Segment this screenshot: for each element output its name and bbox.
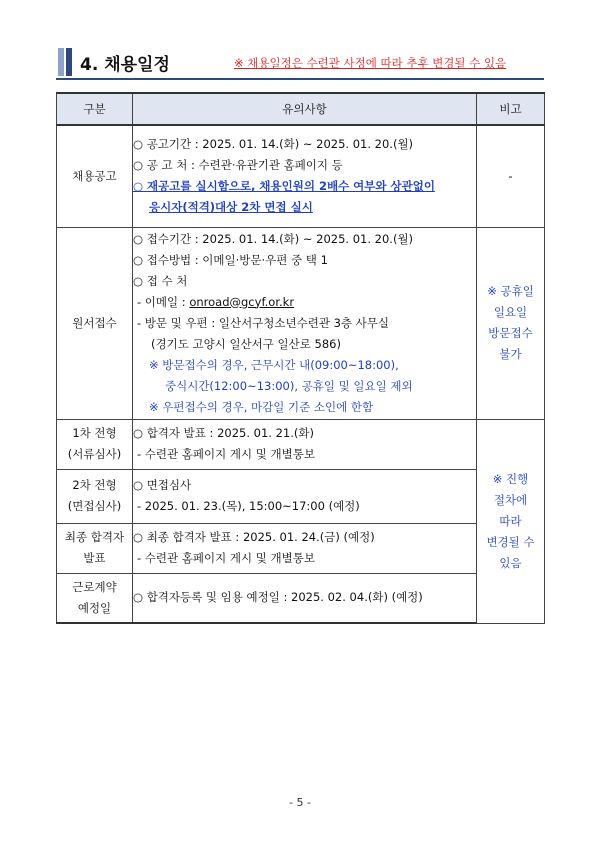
section-title: 4. 채용일정 xyxy=(80,55,170,75)
row-notes xyxy=(133,573,477,623)
note-line: ○ 접 수 처 xyxy=(133,273,188,288)
note-line: ○ 최종 합격자 발표 : 2025. 01. 24.(금) (예정) xyxy=(133,530,375,544)
row-notes xyxy=(133,227,477,419)
remark-line: 있음 xyxy=(499,555,522,570)
note-line: - 수련관 홈페이지 게시 및 개별통보 xyxy=(137,551,315,565)
row-category xyxy=(57,125,133,227)
note-line: - 방문 및 우편 : 일산서구청소년수련관 3층 사무실 xyxy=(137,315,389,330)
category-line: (면접심사) xyxy=(67,499,122,513)
heading-accent-bar-light xyxy=(58,48,64,76)
remark-line: 따라 xyxy=(499,513,522,528)
note-line: ○ 합격자 발표 : 2025. 01. 21.(화) xyxy=(133,426,314,440)
note-line: - 2025. 01. 23.(목), 15:00~17:00 (예정) xyxy=(137,499,360,513)
note-line xyxy=(133,292,476,313)
row-notes xyxy=(133,419,477,469)
category-line: 1차 전형 xyxy=(72,426,117,440)
category-line: 예정일 xyxy=(77,600,112,615)
category-line: 발표 xyxy=(83,551,106,565)
table-row xyxy=(57,523,545,573)
row-category xyxy=(57,227,133,419)
remark-line: ※ 진행 xyxy=(492,471,529,486)
heading-accent-bar-dark xyxy=(66,48,72,76)
section-heading xyxy=(56,46,544,80)
note-line: (경기도 고양시 일산서구 일산로 586) xyxy=(151,336,341,351)
note-line: ○ 접수방법 : 이메일·방문·우편 중 택 1 xyxy=(133,252,328,267)
table-row xyxy=(57,419,545,469)
note-line: ○ 공 고 처 : 수련관·유관기관 홈페이지 등 xyxy=(133,158,343,173)
note-line: 응시자(적격)대상 2차 면접 실시 xyxy=(149,200,313,215)
row-notes xyxy=(133,125,477,227)
note-line: ※ 우편접수의 경우, 마감일 기준 소인에 한함 xyxy=(149,399,374,414)
note-line: ※ 방문접수의 경우, 근무시간 내(09:00~18:00), xyxy=(149,357,399,372)
row-remark xyxy=(477,227,545,419)
header-category: 구분 xyxy=(57,93,133,125)
category-line: 2차 전형 xyxy=(72,478,117,492)
header-remarks: 비고 xyxy=(477,93,545,125)
row-notes xyxy=(133,469,477,523)
note-line: ○ 재공고를 실시함으로, 채용인원의 2배수 여부와 상관없이 xyxy=(133,179,435,194)
remark-line: ※ 공휴일 xyxy=(487,284,534,298)
row-category xyxy=(57,573,133,623)
email-link[interactable]: onroad@gcyf.or.kr xyxy=(189,294,295,309)
recruitment-schedule-table xyxy=(56,92,545,624)
schedule-change-note: ※ 채용일정은 수련관 사정에 따라 추후 변경될 수 있음 xyxy=(234,56,507,70)
remark-line: 절차에 xyxy=(493,492,528,507)
row-notes xyxy=(133,523,477,573)
category-line: 최종 합격자 xyxy=(64,530,125,544)
category-line: 근로계약 xyxy=(72,579,117,594)
row-category xyxy=(57,469,133,523)
header-notes: 유의사항 xyxy=(133,93,477,125)
note-line: ○ 공고기간 : 2025. 01. 14.(화) ~ 2025. 01. 20.(월) xyxy=(133,137,414,152)
page-number: - 5 - xyxy=(289,796,311,809)
table-row xyxy=(57,573,545,623)
note-line: - 수련관 홈페이지 게시 및 개별통보 xyxy=(137,447,315,461)
table-row xyxy=(57,469,545,523)
category-line: 원서접수 xyxy=(72,315,117,330)
category-line: (서류심사) xyxy=(67,447,122,461)
note-line: ○ 면접심사 xyxy=(133,478,192,492)
remark-line: 불가 xyxy=(499,347,522,361)
remark-line: 변경될 수 xyxy=(486,534,535,549)
note-line: 중식시간(12:00~13:00), 공휴일 및 일요일 제외 xyxy=(165,378,413,393)
note-line: ○ 합격자등록 및 임용 예정일 : 2025. 02. 04.(화) (예정) xyxy=(133,590,423,605)
remark-line: 방문접수 xyxy=(488,326,533,340)
category-line: 채용공고 xyxy=(72,168,117,183)
shared-remark xyxy=(477,419,545,623)
table-row xyxy=(57,125,545,227)
row-category xyxy=(57,523,133,573)
table-header-row xyxy=(57,93,545,125)
remark-line: 일요일 xyxy=(493,305,528,319)
table-row xyxy=(57,227,545,419)
email-label: - 이메일 : xyxy=(137,294,190,309)
row-category xyxy=(57,419,133,469)
note-line: ○ 접수기간 : 2025. 01. 14.(화) ~ 2025. 01. 20.(월) xyxy=(133,231,414,246)
row-remark: - xyxy=(477,125,545,227)
